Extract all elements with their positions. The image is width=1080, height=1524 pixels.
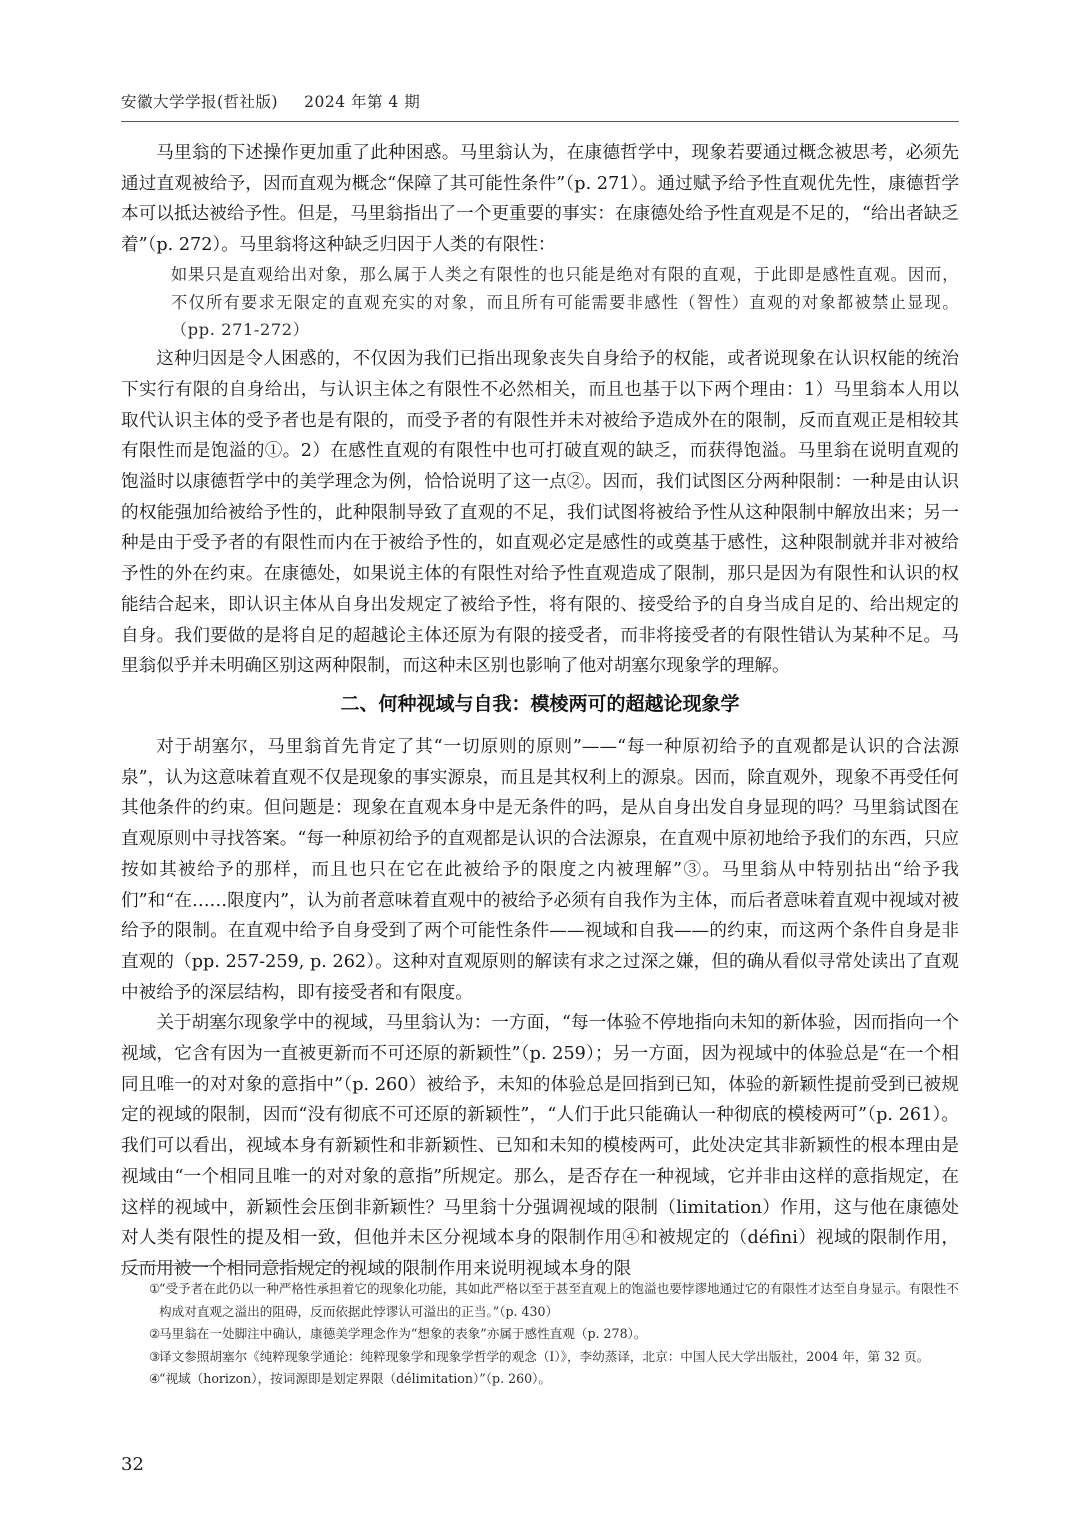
paragraph: 马里翁的下述操作更加重了此种困惑。马里翁认为，在康德哲学中，现象若要通过概念被思考，必须先通过直观被给予，因而直观为概念“保障了其可能性条件”（p. 271）。通过赋予给予性直观优先性，康德哲学本可以抵达被给予性。但是，马里翁指出了一个更重要的事实：在康德处给予性直观是不足的，“给出者缺乏着”（p. 272）。马里翁将这种缺乏归因于人类的有限性：: [121, 143, 959, 256]
paragraph: 这种归因是令人困惑的，不仅因为我们已指出现象丧失自身给予的权能，或者说现象在认识权能的统治下实行有限的自身给出，与认识主体之有限性不必然相关，而且也基于以下两个理由：1）马里翁本人用以取代认识主体的受予者也是有限的，而受予者的有限性并未对被给予造成外在的限制，反而直观正是相较其有限性而是饱溢的①。2）在感性直观的有限性中也可打破直观的缺乏，而获得饱溢。马里翁在说明直观的饱溢时以康德哲学中的美学理念为例，恰恰说明了这一点②。因而，我们试图区分两种限制：一种是由认识的权能强加给被给予性的，此种限制导致了直观的不足，我们试图将被给予性从这种限制中解放出来；另一种是由于受予者的有限性而内在于被给予性的，如直观必定是感性的或奠基于感性，这种限制就并非对被给予性的外在约束。在康德处，如果说主体的有限性对给予性直观造成了限制，那只是因为有限性和认识的权能结合起来，即认识主体从自身出发规定了被给予性，将有限的、接受给予的自身当成自足的、给出规定的自身。我们要做的是将自足的超越论主体还原为有限的接受者，而非将接受者的有限性错认为某种不足。马里翁似乎并未明确区别这两种限制，而这种未区别也影响了他对胡塞尔现象学的理解。: [121, 349, 959, 677]
footnote-number: ①: [149, 1281, 161, 1296]
footnote: [121, 1346, 959, 1369]
journal-name: 安徽大学学报(哲社版): [121, 93, 279, 111]
footnotes: [121, 1278, 959, 1391]
footnote-rule: [121, 1265, 357, 1266]
footnote-text: “受予者在此仍以一种严格性承担着它的现象化功能，其如此严格以至于甚至直观上的饱溢也要悖谬地通过它的有限性才达至自身显示。有限性不构成对直观之溢出的阻碍，反而依据此悖谬认可溢出的正当。”（p. 430）: [159, 1281, 959, 1319]
issue-date: 2024 年第 4 期: [304, 93, 421, 111]
paragraph: 对于胡塞尔，马里翁首先肯定了其“一切原则的原则”——“每一种原初给予的直观都是认识的合法源泉”，认为这意味着直观不仅是现象的事实源泉，而且是其权利上的源泉。因而，除直观外，现象不再受任何其他条件的约束。但问题是：现象在直观本身中是无条件的吗，是从自身出发自身显现的吗？马里翁试图在直观原则中寻找答案。“每一种原初给予的直观都是认识的合法源泉，在直观中原初地给予我们的东西，只应按如其被给予的那样，而且也只在它在此被给予的限度之内被理解”③。马里翁从中特别拈出“给予我们”和“在……限度内”，认为前者意味着直观中的被给予必须有自我作为主体，而后者意味着直观中视域对被给予的限制。在直观中给予自身受到了两个可能性条件——视域和自我——的约束，而这两个条件自身是非直观的（pp. 257-259, p. 262）。这种对直观原则的解读有求之过深之嫌，但的确从看似寻常处读出了直观中被给予的深层结构，即有接受者和有限度。: [121, 737, 960, 1003]
section-heading: 二、何种视域与自我：模棱两可的超越论现象学: [340, 693, 740, 715]
footnote-text: 马里翁在一处脚注中确认，康德美学理念作为“想象的表象”亦属于感性直观（p. 278）。: [159, 1326, 647, 1341]
header-rule: [121, 121, 959, 122]
block-quote: [171, 261, 959, 344]
page-number: 32: [121, 1454, 144, 1475]
footnote: [121, 1323, 959, 1346]
body-section-2: [121, 732, 959, 1285]
footnote-text: “视域（horizon），按词源即是划定界限（délimitation）”（p. 260）。: [159, 1371, 552, 1386]
footnote-number: ③: [149, 1348, 161, 1364]
footnote: [121, 1368, 959, 1391]
quote-text: 如果只是直观给出对象，那么属于人类之有限性的也只能是绝对有限的直观，于此即是感性直观。因而，不仅所有要求无限定的直观充实的对象，而且所有可能需要非感性（智性）直观的对象都被禁止显现。（pp. 271-272）: [171, 264, 959, 340]
footnote: [121, 1278, 959, 1323]
body-section-1: [121, 138, 959, 682]
paragraph: 关于胡塞尔现象学中的视域，马里翁认为：一方面，“每一体验不停地指向未知的新体验，因而指向一个视域，它含有因为一直被更新而不可还原的新颖性”（p. 259）；另一方面，因为视域中的体验总是“在一个相同且唯一的对对象的意指中”（p. 260）被给予，未知的体验总是回指到已知，体验的新颖性提前受到已被规定的视域的限制，因而“没有彻底不可还原的新颖性”，“人们于此只能确认一种彻底的模棱两可”（p. 261）。我们可以看出，视域本身有新颖性和非新颖性、已知和未知的模棱两可，此处决定其非新颖性的根本理由是视域由“一个相同且唯一的对对象的意指”所规定。那么，是否存在一种视域，它并非由这样的意指规定，在这样的视域中，新颖性会压倒非新颖性？马里翁十分强调视域的限制（limitation）作用，这与他在康德处对人类有限性的提及相一致，但他并未区分视域本身的限制作用④和被规定的（défini）视域的限制作用，反而用被一个相同意指规定的视域的限制作用来说明视域本身的限: [121, 1013, 959, 1279]
footnote-number: ②: [149, 1326, 161, 1341]
footnote-number: ④: [149, 1371, 161, 1386]
footnote-text: 译文参照胡塞尔《纯粹现象学通论：纯粹现象学和现象学哲学的观念（I）》，李幼蒸译，北京：中国人民大学出版社，2004 年，第 32 页。: [159, 1348, 930, 1364]
running-header: [121, 90, 420, 112]
